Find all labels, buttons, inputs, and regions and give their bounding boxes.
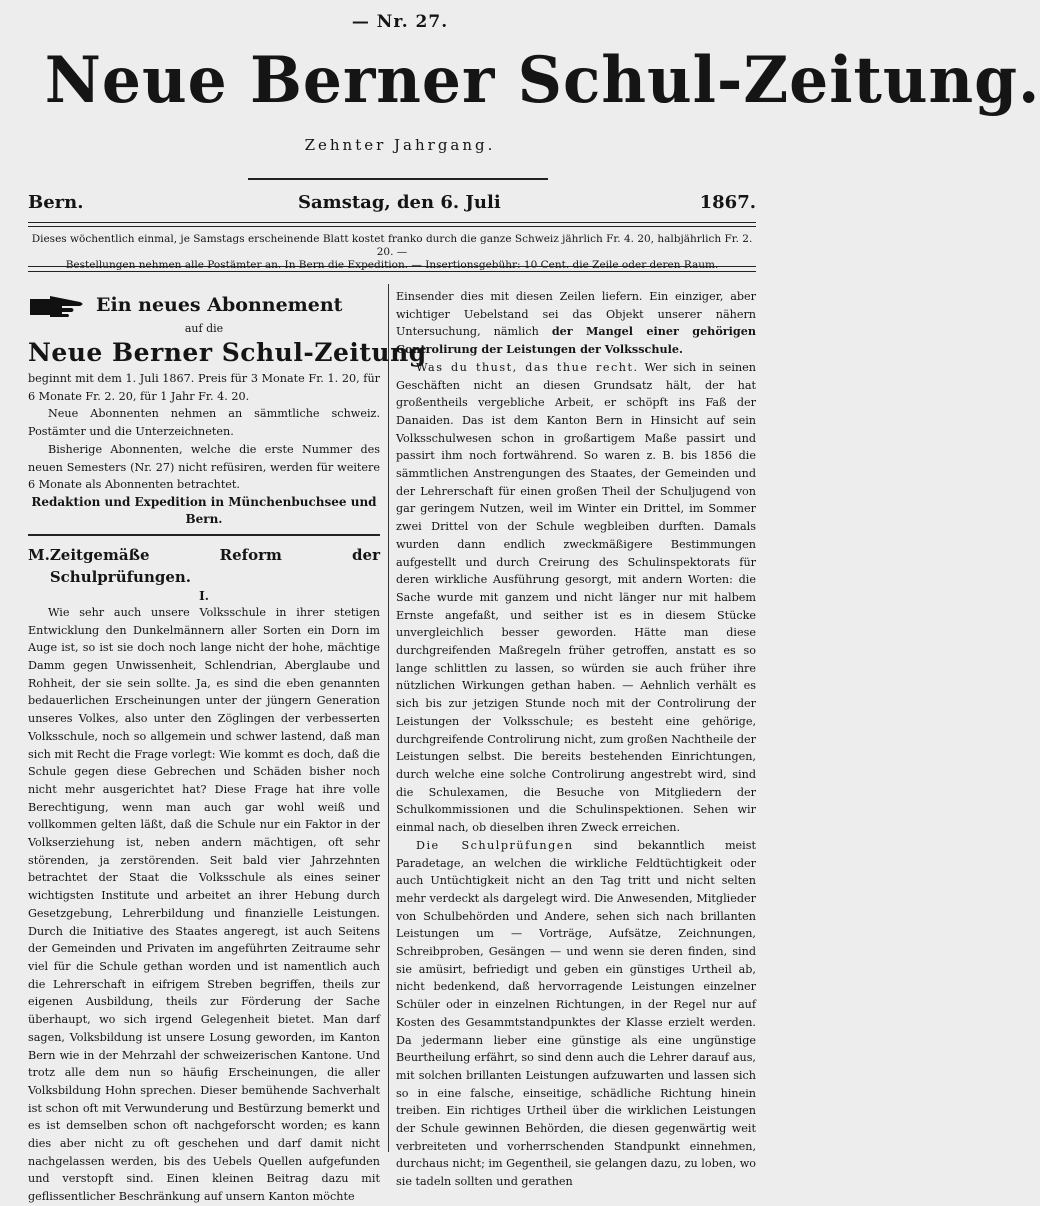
issue-year: 1867. (699, 192, 756, 213)
dateline (28, 192, 756, 218)
left-column (28, 288, 427, 1206)
announcement-auf-die: auf die (184, 322, 224, 335)
announcement-subscribe-info: Neue Abonnenten nehmen an sämmtliche schweiz. Postämter und die Unterzeichneten. (28, 407, 380, 439)
announcement-title: Ein neues Abonnement (96, 294, 343, 317)
paragraph-4-lead: Die Schulprüfungen (416, 838, 574, 852)
issue-number: — Nr. 27. (351, 12, 449, 32)
notice-line-2: Bestellungen nehmen alle Postämter an. In Bern die Expedition. — Insertionsgebühr: 10 Cent. die Zeile oder deren Raum. (65, 259, 719, 271)
section-rule (28, 534, 380, 536)
announcement-signature: Redaktion und Expedition in Münchenbuchsee und Bern. (31, 494, 377, 526)
article-paragraph-1: Wie sehr auch unsere Volksschule in ihrer stetigen Entwicklung den Dunkelmännern aller Sorten ein Dorn im Auge ist, so ist sie doch noch lange nicht der hohe, mächtige Damm gegen Unwissenheit, Schlendrian, Aberglaube und Rohheit, der sie sein sollte. Ja, es sind die eben genannten bedauerlichen Erscheinungen unter der jüngern Generation unseres Volkes, also unter den Zöglingen der verbesserten Volksschule, noch so allgemein und schwer lastend, daß man sich mit Recht die Frage vorlegt: Wie kommt es doch, daß die Schule gegen diese Gebrechen und Schäden bisher noch nicht mehr ausgerichtet hat? Diese Frage hat ihre volle Berechtigung, wenn man auch gar wohl weiß und vollkommen gelten läßt, daß die Schule nur ein Faktor in der Volkserziehung ist, neben andern mächtigen, oft sehr störenden, ja zerstörenden. Seit bald vier Jahrzehnten betrachtet der Staat die Volksschule als eines seiner wichtigsten Institute und arbeitet an ihrer Hebung durch Gesetzgebung, Lehrerbildung und finanzielle Leistungen. Durch die Initiative des Staates angeregt, ist auch Seitens der Gemeinden und Privaten im angeführten Zeitraume sehr viel für die Schule gethan worden und ist namentlich auch die Lehrerschaft in eifrigem Streben begriffen, theils zur eigenen Ausbildung, theils zur Förderung der Sache überhaupt, wo sich irgend Gelegenheit bietet. Man darf sagen, Volksbildung ist unsere Losung geworden, im Kanton Bern wie in der Mehrzahl der schweizerischen Kantone. Und trotz alle dem nun so häufig Erscheinungen, die aller Volksbildung Hohn sprechen. Dieser bemühende Sachverhalt ist schon oft mit Verwunderung und Bestürzung bemerkt und es ist demselben schon oft nachgeforscht worden; es kann dies aber nicht zu oft geschehen und darf damit nicht nachgelassen werden, bis des Uebels Quellen aufgefunden und verstopft sind. Einen kleinen Beitrag dazu mit geflissentlicher Beschränkung auf unsern Kanton möchte (28, 605, 380, 1204)
article-title: Zeitgemäße Reform der Schulprüfungen. (49, 545, 380, 586)
announcement-header (28, 288, 380, 324)
announcement-price: beginnt mit dem 1. Juli 1867. Preis für 3 Monate Fr. 1. 20, für 6 Monate Fr. 2. 20, für 1 Jahr Fr. 4. 20. (28, 372, 380, 403)
paragraph-4-text: sind bekanntlich meist Paradetage, an welchen die wirkliche Feldtüchtigkeit oder auch Untüchtigkeit nicht an den Tag tritt und nicht selten mehr verdeckt als dargelegt wird. Die Anwesenden, Mitglieder von Schulbehörden und Andere, sehen sich nach brillanten Leistungen um — Vorträge, Aufsätze, Zeichnungen, Schreibproben, Gesängen — und wenn sie deren finden, sind sie amüsirt, befriedigt und geben ein günstiges Urtheil ab, nicht bedenkend, daß hervorragende Leistungen einzelner Schüler oder in einzelnen Richtungen, in der Regel nur auf Kosten des Gesammtstandpunktes der Klasse erzielt werden. Da jedermann lieber eine günstige als eine ungünstige Beurtheilung erfährt, so sind denn auch die Lehrer darauf aus, mit solchen brillanten Leistungen aufzuwarten und lassen sich so in eine falsche, einseitige, schädliche Richtung hinein treiben. Ein richtiges Urtheil über die wirklichen Leistungen der Schule gewinnen Behörden, die diesen gegenwärtig weit verbreiteten und vorherrschenden Standpunkt einnehmen, durchaus nicht; im Gegentheil, sie gelangen dazu, zu loben, wo sie tadeln sollten und gerathen (396, 838, 757, 1189)
article-marker: M. (28, 545, 50, 564)
article-paragraph-4 (396, 837, 756, 1191)
paragraph-3-maxim: Was du thust, das thue recht. (416, 360, 639, 374)
notice-line-1: Dieses wöchentlich einmal, je Samstags erscheinende Blatt kostet franko durch die ganze Schweiz jährlich Fr. 4. 20, halbjährlich Fr. 2. 20. — (31, 233, 753, 258)
notice-rule-top (28, 266, 756, 267)
notice-rule-bottom (28, 271, 756, 272)
right-column (396, 288, 756, 1191)
article-title-row (28, 544, 380, 588)
paragraph-3-text: Wer sich in seinen Geschäften nicht an diesen Grundsatz hält, der hat großentheils vergebliche Arbeit, er schöpft ins Faß der Danaiden. Das ist dem Kanton Bern in Hinsicht auf sein Volksschulwesen schon in großartigem Maße passirt und passirt ihm noch fortwährend. So waren z. B. bis 1856 die sämmtlichen Anstrengungen des Staates, der Gemeinden und der Lehrerschaft für einen großen Theil der Schuljugend von gar geringem Nutzen, weil im Winter ein Drittel, im Sommer zwei Drittel von der Schule wegbleiben durften. Damals wurden dann endlich zweckmäßigere Bestimmungen aufgestellt und durch Creirung des Schulinspektorats für deren wirkliche Ausführung gesorgt, mit andern Worten: die Sache wurde mit ganzem und nicht länger nur mit halbem Ernste angefaßt, und seither ist es in diesem Stücke unvergleichlich besser geworden. Hätte man diese durchgreifenden Maßregeln früher getroffen, anstatt es so lange schlittlen zu lassen, so würden sie auch früher ihre nützlichen Wirkungen gethan haben. — Aehnlich verhält es sich bis zur jetzigen Stunde noch mit der Controlirung der Leistungen der Volksschule; es besteht eine gehörige, durchgreifende Controlirung nicht, zum großen Nachtheile der Leistungen selbst. Die bereits bestehenden Einrichtungen, durch welche eine solche Controlirung angestrebt wird, sind die Schulexamen, die Besuche von Mitgliedern der Schulkommissionen und die Schulinspektionen. Sehen wir einmal nach, ob dieselben ihren Zweck erreichen. (396, 360, 757, 835)
header-rule-top (28, 222, 756, 223)
paragraph-2-emphasis: der Mangel einer gehörigen Controlirung der Leistungen der Volksschule. (396, 324, 756, 357)
column-divider (388, 284, 389, 1152)
title-underline (248, 178, 548, 180)
article-paragraph-2 (396, 288, 756, 359)
paragraph-2-text: Einsender dies mit diesen Zeilen liefern. Ein einziger, aber wichtiger Uebelstand sei das Objekt unserer nähern Untersuchung, nämlich (396, 290, 756, 339)
article-paragraph-3 (396, 359, 756, 837)
newspaper-title: Neue Berner Schul-Zeitung. (44, 43, 1040, 118)
place-label: Bern. (28, 192, 84, 213)
issue-date: Samstag, den 6. Juli (298, 192, 501, 213)
announcement-existing-subscribers: Bisherige Abonnenten, welche die erste Nummer des neuen Semesters (Nr. 27) nicht refüsiren, werden für weitere 6 Monate als Abonnenten betrachtet. (28, 442, 380, 492)
pointing-hand-icon (28, 293, 86, 319)
article-section-number: I. (199, 588, 209, 603)
announcement-paper-name: Neue Berner Schul-Zeitung (28, 338, 427, 367)
volume-subtitle: Zehnter Jahrgang. (304, 136, 496, 154)
header-rule-bottom (28, 226, 756, 227)
